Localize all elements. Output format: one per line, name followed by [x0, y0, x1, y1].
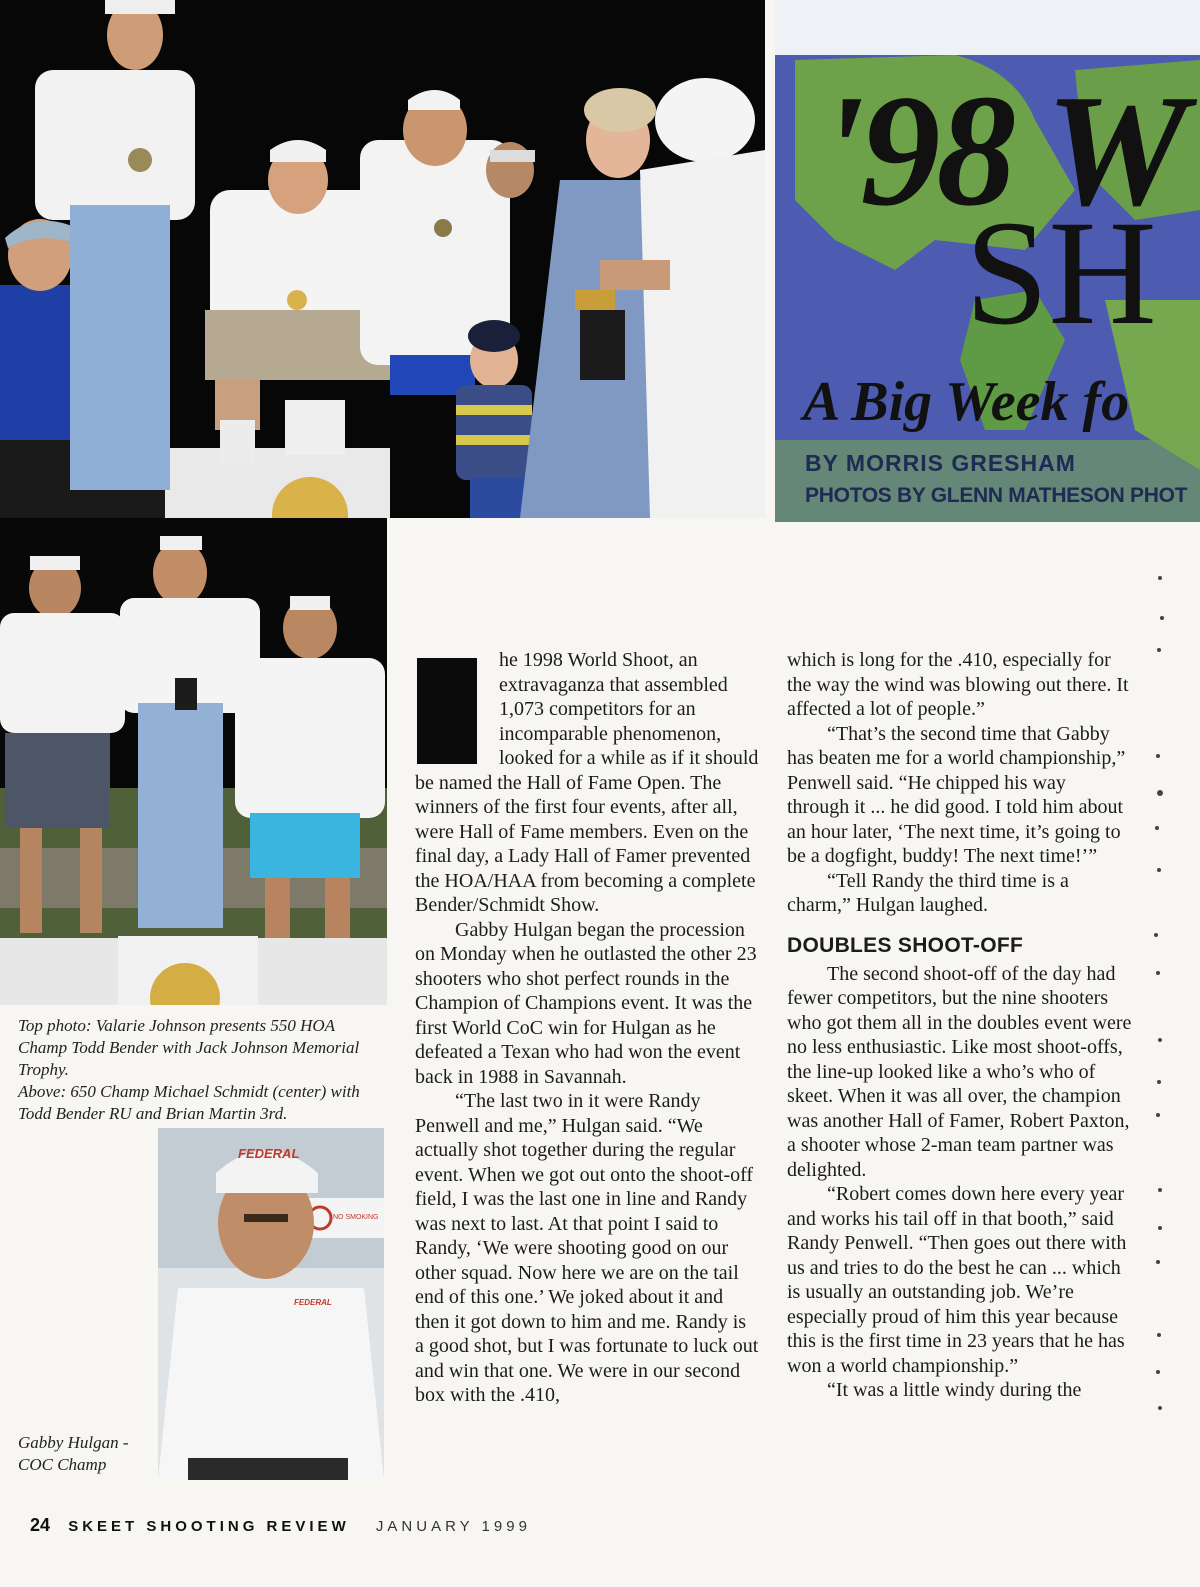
col2-paragraph-5: “Robert comes down here every year and works his tail off in that booth,” said Randy Penwell. “Then goes out there with us and tries to do the best he can ... which is usually an outstanding job. We’re especially proud of him this year because this is the first time in 23 years that he has won a world championship.” [787, 1183, 1127, 1377]
col2-paragraph-4: The second shoot-off of the day had fewer competitors, but the nine shooters who got them all in the doubles event were no less enthusiastic. Like most shoot-offs, the line-up looked like a who’s who of skeet. When it was all over, the champion was another Hall of Famer, Robert Paxton, a shooter whose 2-man team partner was delighted. [787, 962, 1132, 1181]
article-column-1 [415, 648, 759, 1408]
no-smoking-sign-text: NO SMOKING [333, 1214, 379, 1221]
byline-author: BY MORRIS GRESHAM [805, 450, 1076, 476]
section-heading-doubles: DOUBLES SHOOT-OFF [787, 933, 1024, 957]
hulgan-photo [158, 1128, 384, 1480]
page-footer [30, 1515, 531, 1536]
caption-above-photo: Above: 650 Champ Michael Schmidt (center) with Todd Bender RU and Brian Martin 3rd. [18, 1082, 360, 1123]
top-ceremony-photo [0, 0, 765, 518]
magazine-name: SKEET SHOOTING REVIEW [68, 1518, 350, 1535]
col2-paragraph-1: which is long for the .410, especially for the way the wind was blowing out there. It affected a lot of people.” [787, 649, 1129, 720]
article-column-2 [787, 648, 1132, 1403]
byline-photos: PHOTOS BY GLENN MATHESON PHOT [805, 484, 1188, 507]
title-subtitle: A Big Week fo [803, 371, 1130, 433]
shirt-logo-text: FEDERAL [294, 1298, 332, 1307]
caption-top-photo: Top photo: Valarie Johnson presents 550 HOA Champ Todd Bender with Jack Johnson Memorial Trophy. [18, 1016, 360, 1079]
title-line-1: '98 W [820, 61, 1184, 239]
col2-paragraph-6: “It was a little windy during the [827, 1379, 1082, 1401]
col1-paragraph-3: “The last two in it were Randy Penwell and me,” Hulgan said. “We actually shot together during the regular event. When we got out onto the shoot-off field, I was the last one in line and Randy was next to last. At that point I said to Randy, ‘We were shooting good on our other squad. Now here we are on the tail end of this one.’ We joked about it and then it got down to him and me. Randy is a good shot, but I was fortunate to luck out and win that one. We were in our second box with the .410, [415, 1090, 759, 1406]
title-panel [775, 0, 1200, 522]
hat-logo-text: FEDERAL [238, 1146, 300, 1161]
col1-paragraph-2: Gabby Hulgan began the procession on Monday when he outlasted the other 23 shooters who shot perfect rounds in the Champion of Champions event. It was the first World CoC win for Hulgan as he defeated a Texan who had won the event back in 1988 in Savannah. [415, 918, 757, 1088]
drop-cap [417, 658, 477, 764]
col2-paragraph-2: “That’s the second time that Gabby has beaten me for a world championship,” Penwell said. “He chipped his way through it ... he did good. I told him about an hour later, ‘The next time, it’s going to be a dogfight, buddy! The next time!’” [787, 722, 1126, 867]
podium-photo [0, 518, 387, 1005]
title-line-2: SH [965, 190, 1157, 356]
col1-paragraph-1: he 1998 World Shoot, an extravaganza that assembled 1,073 competitors for an incomparable phenomenon, looked for a while as if it should be named the Hall of Fame Open. The winners of the first four events, after all, were Hall of Fame members. Even on the final day, a Lady Hall of Famer prevented the HOA/HAA from becoming a complete Bender/Schmidt Show. [415, 649, 759, 916]
col2-paragraph-3: “Tell Randy the third time is a charm,” Hulgan laughed. [787, 869, 1069, 916]
page-number: 24 [30, 1515, 51, 1535]
page-edge-marks [1150, 560, 1180, 1460]
issue-date: JANUARY 1999 [375, 1518, 531, 1535]
photo-caption-top [18, 1015, 388, 1125]
hulgan-caption: Gabby Hulgan - COC Champ [18, 1433, 129, 1474]
